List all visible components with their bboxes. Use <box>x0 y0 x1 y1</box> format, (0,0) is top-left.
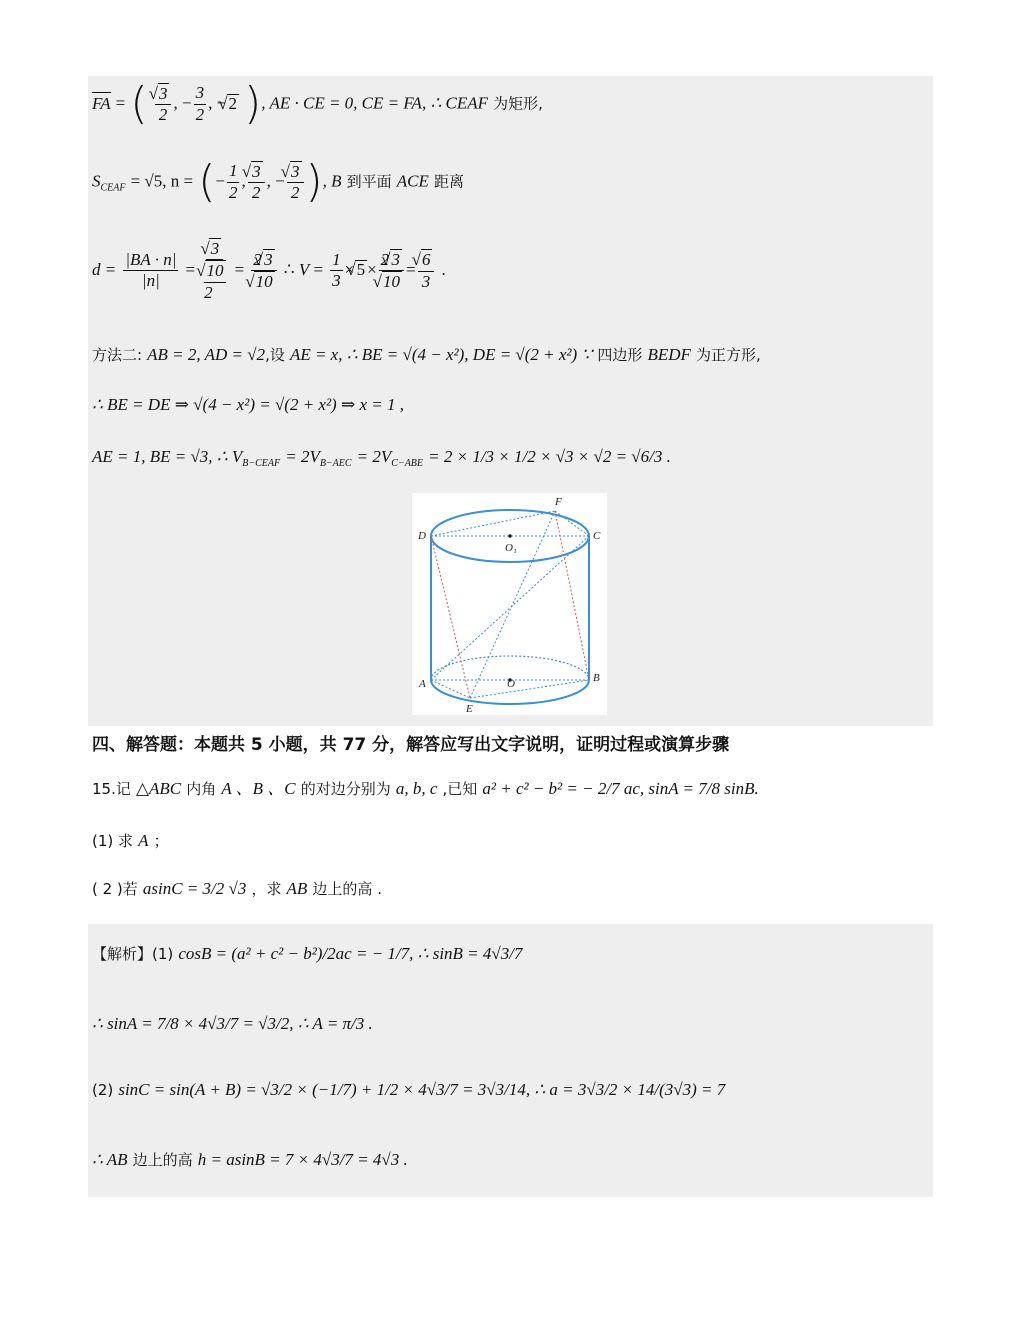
solution-line-5: ∴ BE = DE ⇒ √(4 − x²) = √(2 + x²) ⇒ x = 1 , <box>92 395 404 414</box>
solution-15-line-2: ∴ sinA = 7/8 × 4√3/7 = √3/2, ∴ A = π/3 . <box>92 1014 373 1033</box>
question-2: ( 2 )若 asinC = 3/2 √3 ，求 AB 边上的高 . <box>92 879 382 898</box>
label-a: A <box>419 678 426 690</box>
section-heading: 四、解答题：本题共 5 小题，共 77 分，解答应写出文字说明，证明过程或演算步骤 <box>92 735 730 755</box>
solution-line-1: FA = ( √ $\frac{3}{2}$ , − $\frac{3}{2}$ , −√ 2 ), AE · CE = 0, CE = FA, ∴ CEAF 为矩形, <box>92 82 543 126</box>
solution-line-3: d = $\frac{|BA \cdot n|}{|n|}$ = √ 3 √ 10 2 = 2√ 3 √ 10 ∴ V = $\frac{1}{3}$ ×√ 5 × 2√ 3 √ 10 = √ $\frac{6}{3}$ . <box>92 238 446 303</box>
label-b: B <box>593 672 600 684</box>
cylinder-diagram <box>412 493 607 715</box>
solution-15-line-1: 【解析】(1) cosB = (a² + c² − b²)/2ac = − 1/7, ∴ sinB = 4√3/7 <box>92 944 523 963</box>
area-value: = √5, n = <box>130 171 194 191</box>
method-two-label: 方法二: <box>92 346 143 364</box>
given-condition: a² + c² − b² = − 2/7 ac, sinA = 7/8 sinB. <box>482 779 759 798</box>
label-e: E <box>466 703 473 715</box>
label-c: C <box>593 530 601 542</box>
rectangle-note: 为矩形, <box>493 94 543 113</box>
label-d: D <box>418 530 426 542</box>
label-o1: O₁ <box>505 542 517 554</box>
fraction: √ $\frac{3}{2}$ <box>155 83 172 126</box>
label-o: O <box>507 678 515 690</box>
solution-15-line-3: (2) sinC = sin(A + B) = √3/2 × (−1/7) + 1/2 × 4√3/7 = 3√3/14, ∴ a = 3√3/2 × 14/(3√3) = 7 <box>92 1080 726 1099</box>
distance-fraction: $\frac{|BA \cdot n|}{|n|}$ <box>125 249 177 291</box>
question-1: (1) 求 A ； <box>92 831 169 850</box>
solution-line-4: 方法二: AB = 2, AD = √2,设 AE = x, ∴ BE = √(4 − x²), DE = √(2 + x²) ∵ 四边形 BEDF 为正方形, <box>92 345 761 364</box>
vector-fa: FA <box>92 93 111 113</box>
solution-line-6: AE = 1, BE = √3, ∴ $V_{B-CEAF} = 2V_{B-AEC} = 2V_{C-ABE} = 2 \times 1/3 \times 1/2 \times √3 \times √2 = √6/3$ . <box>92 447 671 470</box>
analysis-label: 【解析】(1) <box>92 945 174 963</box>
problem-15-statement: 15.记 △ABC 内角 A 、B 、C 的对边分别为 a, b, c ,已知 a² + c² − b² = − 2/7 ac, sinA = 7/8 sinB. <box>92 779 759 798</box>
solution-15-line-4: ∴ AB 边上的高 h = asinB = 7 × 4√3/7 = 4√3 . <box>92 1150 408 1169</box>
cylinder-figure <box>412 493 607 715</box>
label-f: F <box>555 496 562 508</box>
volume-result: √ $\frac{6}{3}$ <box>418 249 435 292</box>
vector-relations: , AE · CE = 0, CE = FA, ∴ CEAF <box>261 93 489 113</box>
solution-line-2: $S_{CEAF} = √5$, n = (− $\frac{1}{2}$ , √ $\frac{3}{2}$ , − √ $\frac{3}{2}$ ), B 到平面 ACE 距离 <box>92 160 464 204</box>
